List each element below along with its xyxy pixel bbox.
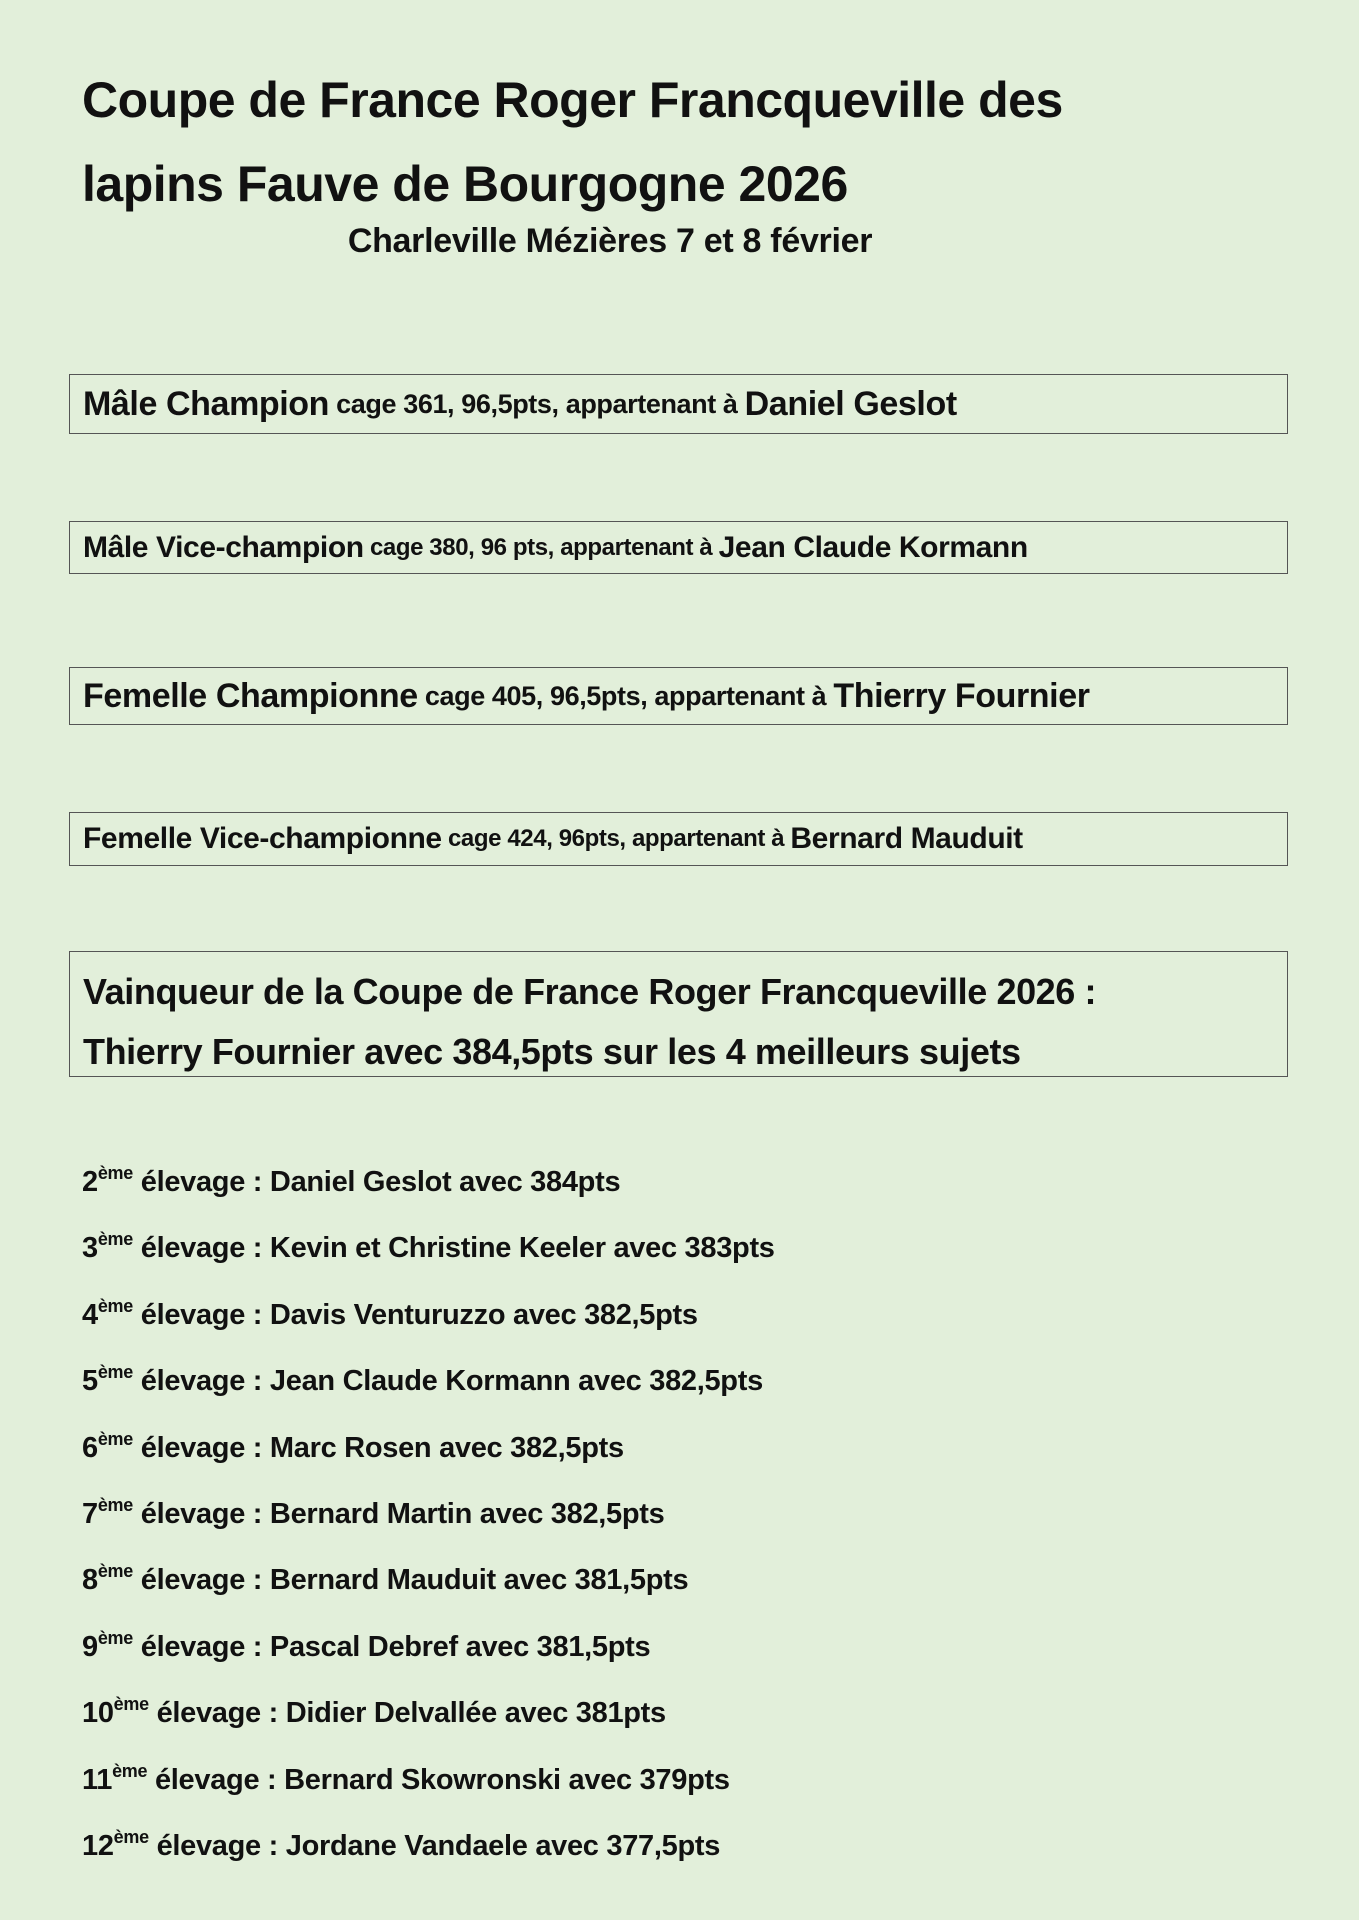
rank-text: élevage : Daniel Geslot avec 384pts xyxy=(132,1166,621,1198)
ranking-row xyxy=(82,1295,775,1361)
ranking-row xyxy=(82,1560,775,1626)
title-line-2: lapins Fauve de Bourgogne 2026 xyxy=(82,156,848,212)
ranking-row xyxy=(82,1228,775,1294)
rank-number: 10 xyxy=(82,1697,114,1730)
ranking-row xyxy=(82,1627,775,1693)
rank-suffix: ème xyxy=(97,1561,133,1582)
award-female-champion xyxy=(69,667,1288,725)
award-owner: Thierry Fournier xyxy=(833,676,1090,715)
rank-number: 11 xyxy=(82,1763,113,1796)
award-title: Mâle Champion xyxy=(83,384,330,423)
award-title: Femelle Championne xyxy=(83,676,418,715)
rank-text: élevage : Jean Claude Kormann avec 382,5pts xyxy=(132,1365,763,1398)
subtitle: Charleville Mézières 7 et 8 février xyxy=(347,222,873,260)
award-owner: Bernard Mauduit xyxy=(790,822,1023,855)
award-owner: Daniel Geslot xyxy=(744,384,957,423)
rank-suffix: ème xyxy=(97,1494,133,1515)
award-title: Femelle Vice-championne xyxy=(83,822,442,855)
winner-line-1: Vainqueur de la Coupe de France Roger Francqueville 2026 : xyxy=(83,971,1097,1012)
rank-suffix: ème xyxy=(97,1428,133,1449)
ranking-row xyxy=(82,1826,775,1892)
rank-number: 5 xyxy=(82,1365,98,1398)
rank-suffix: ème xyxy=(97,1295,133,1316)
rank-text: élevage : Pascal Debref avec 381,5pts xyxy=(132,1630,651,1663)
ranking-row xyxy=(82,1361,775,1427)
rank-number: 9 xyxy=(82,1630,98,1663)
award-owner: Jean Claude Kormann xyxy=(718,530,1028,564)
rank-suffix: ème xyxy=(97,1229,133,1250)
rank-text: élevage : Davis Venturuzzo avec 382,5pts xyxy=(132,1298,698,1331)
rank-suffix: ème xyxy=(97,1163,133,1183)
rank-text: élevage : Jordane Vandaele avec 377,5pts xyxy=(148,1829,721,1862)
rank-suffix: ème xyxy=(97,1362,133,1383)
ranking-row xyxy=(82,1162,775,1228)
rank-text: élevage : Didier Delvallée avec 381pts xyxy=(148,1697,666,1730)
award-details: cage 380, 96 pts, appartenant à xyxy=(363,533,719,561)
rank-suffix: ème xyxy=(113,1826,149,1847)
rank-text: élevage : Bernard Martin avec 382,5pts xyxy=(132,1497,665,1530)
rank-number: 12 xyxy=(82,1829,114,1862)
ranking-row xyxy=(82,1428,775,1494)
award-title: Mâle Vice-champion xyxy=(83,530,364,564)
award-male-vice-champion xyxy=(69,521,1288,574)
cup-winner-box xyxy=(69,951,1288,1077)
award-details: cage 424, 96pts, appartenant à xyxy=(441,825,791,852)
ranking-row xyxy=(82,1693,775,1759)
rank-number: 8 xyxy=(82,1564,98,1597)
award-male-champion xyxy=(69,374,1288,434)
rank-text: élevage : Kevin et Christine Keeler avec 383pts xyxy=(132,1232,775,1265)
page-title xyxy=(82,58,1063,226)
rank-text: élevage : Bernard Skowronski avec 379pts xyxy=(147,1763,730,1796)
rank-text: élevage : Bernard Mauduit avec 381,5pts xyxy=(132,1564,689,1597)
rank-text: élevage : Marc Rosen avec 382,5pts xyxy=(132,1431,624,1464)
ranking-row xyxy=(82,1494,775,1560)
award-female-vice-champion xyxy=(69,812,1288,866)
winner-line-2: Thierry Fournier avec 384,5pts sur les 4 meilleurs sujets xyxy=(83,1031,1021,1072)
title-line-1: Coupe de France Roger Francqueville des xyxy=(82,72,1063,128)
rank-suffix: ème xyxy=(113,1694,149,1715)
rank-number: 3 xyxy=(82,1232,98,1265)
rank-number: 4 xyxy=(82,1298,98,1331)
rank-suffix: ème xyxy=(112,1760,148,1781)
rank-number: 6 xyxy=(82,1431,98,1464)
rankings-list xyxy=(82,1162,775,1892)
rank-suffix: ème xyxy=(97,1627,133,1648)
rank-number: 2 xyxy=(82,1166,98,1198)
award-details: cage 405, 96,5pts, appartenant à xyxy=(417,680,834,711)
award-details: cage 361, 96,5pts, appartenant à xyxy=(329,388,745,419)
rank-number: 7 xyxy=(82,1497,98,1530)
ranking-row xyxy=(82,1760,775,1826)
